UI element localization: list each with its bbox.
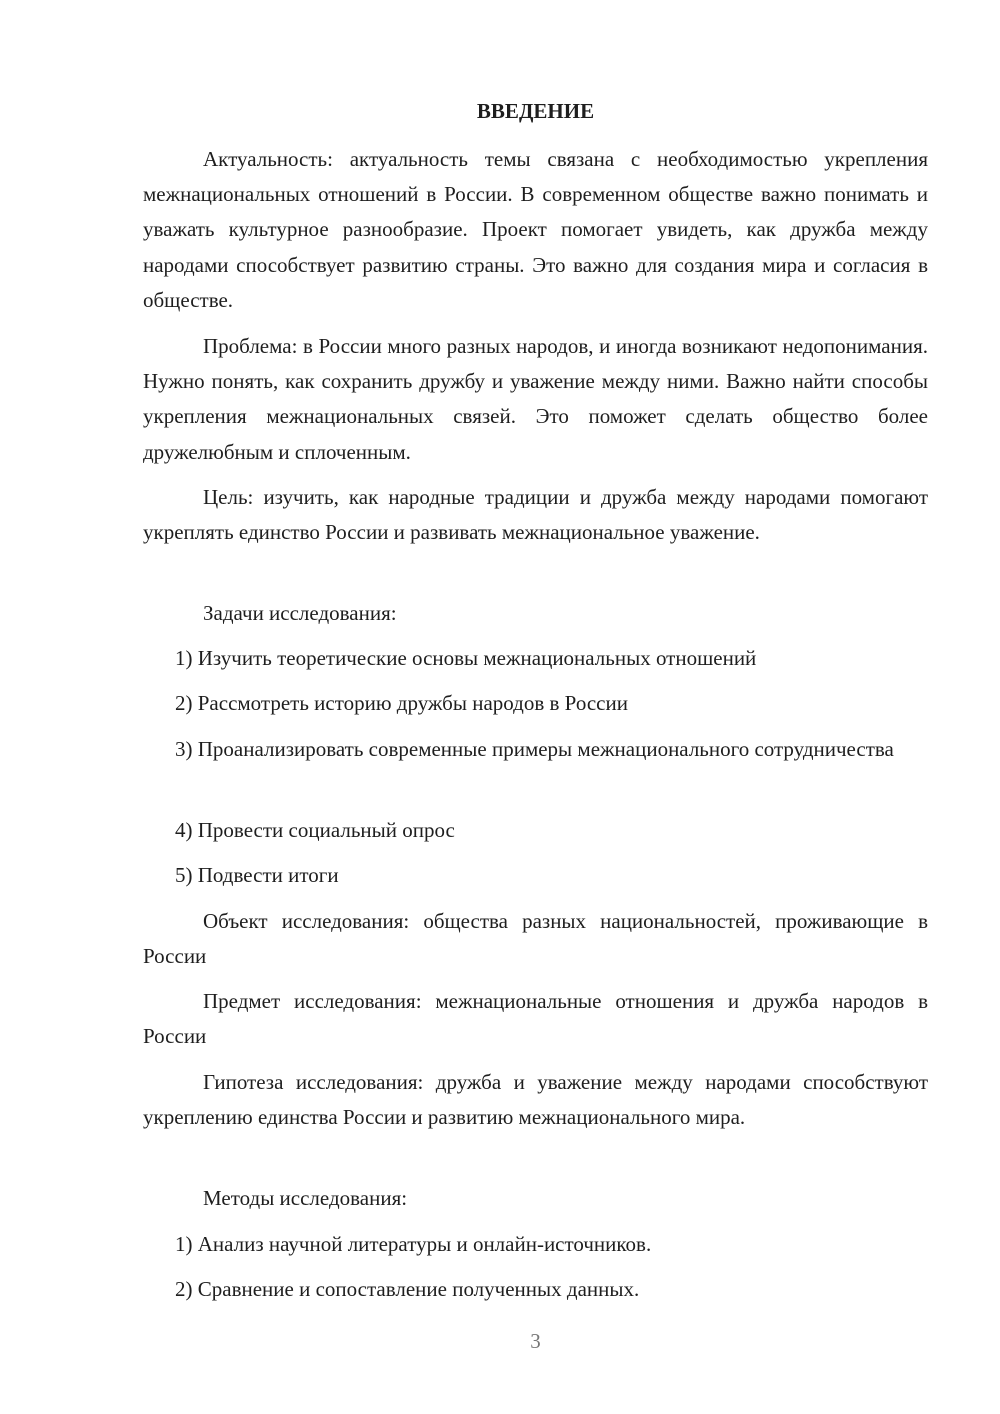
task-item-2: 2) Рассмотреть историю дружбы народов в России	[175, 691, 628, 715]
document-page	[143, 0, 928, 1414]
task-item-3: 3) Проанализировать современные примеры межнационального сотрудничества	[175, 737, 894, 761]
subject-paragraph: Предмет исследования: межнациональные отношения и дружба народов в России	[143, 989, 928, 1049]
object-paragraph: Объект исследования: общества разных национальностей, проживающие в России	[143, 909, 928, 969]
goal-paragraph: Цель: изучить, как народные традиции и дружба между народами помогают укреплять единство России и развивать межнациональное уважение.	[143, 485, 928, 545]
method-item-2: 2) Сравнение и сопоставление полученных данных.	[175, 1277, 640, 1301]
task-item-4: 4) Провести социальный опрос	[175, 818, 455, 842]
task-item-5: 5) Подвести итоги	[175, 863, 339, 887]
section-heading: ВВЕДЕНИЕ	[476, 99, 595, 123]
tasks-heading: Задачи исследования:	[203, 601, 397, 625]
hypothesis-paragraph: Гипотеза исследования: дружба и уважение между народами способствуют укреплению единства России и развитию межнационального мира.	[143, 1070, 928, 1130]
method-item-1: 1) Анализ научной литературы и онлайн-источников.	[175, 1232, 652, 1256]
page-number: 3	[530, 1329, 541, 1353]
task-item-1: 1) Изучить теоретические основы межнациональных отношений	[175, 646, 757, 670]
methods-heading: Методы исследования:	[203, 1186, 408, 1210]
relevance-paragraph: Актуальность: актуальность темы связана с необходимостью укрепления межнациональных отношений в России. В современном обществе важно понимать и уважать культурное разнообразие. Проект помогает увидеть, как дружба между народами способствует развитию страны. Это важно для создания мира и согласия в обществе.	[143, 147, 928, 312]
problem-paragraph: Проблема: в России много разных народов, и иногда возникают недопонимания. Нужно понять, как сохранить дружбу и уважение между ними. Важно найти способы укрепления межнациональных связей. Это поможет сделать общество более дружелюбным и сплоченным.	[143, 334, 928, 464]
